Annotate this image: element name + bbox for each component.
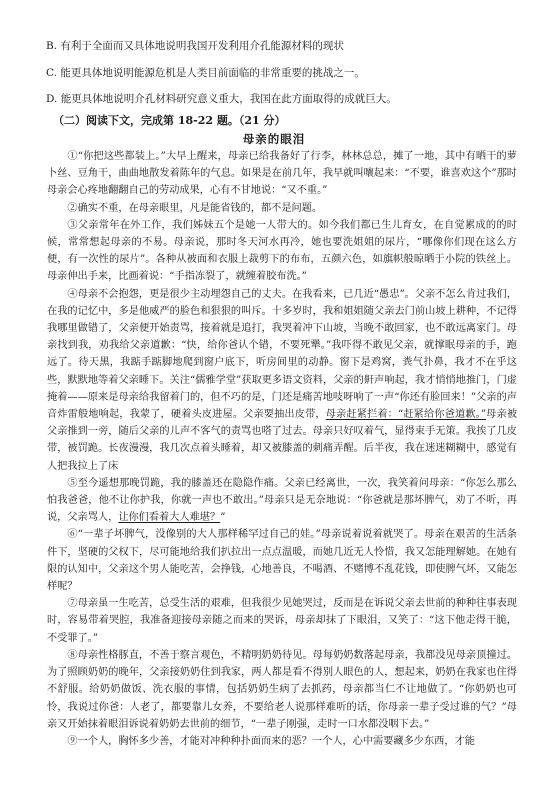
paragraph-1: ①“你把这些都装上。”大早上醒来，母亲已给我备好了行李，林林总总，摊了一地，其中有晒干的萝卜丝、豆角干，曲曲地散发着陈年的气息。如果是在前几年，我早就叫嚷起来：“不要，谁喜欢这个”那时母亲会心疼地翻翻自己的劳动成果，心有不甘地说：“又不重。” bbox=[47, 151, 517, 197]
underlined-sentence-2: 让你们看着大人难堪？ bbox=[118, 512, 221, 524]
option-d: D. 能更具体地说明介孔材料研究意义重大，我国在此方面取得的成就巨大。 bbox=[46, 93, 397, 105]
paragraph-5 bbox=[47, 475, 517, 527]
paragraph-2: ②确实不重，在母亲眼里，凡是能省钱的，都不是问题。 bbox=[67, 202, 323, 214]
paragraph-6: ⑥“一辈子坏脾气，没像别的大人那样稀罕过自己的娃。”母亲说着说着就哭了。母亲在艰苦的生活条件下，坚硬的父权下，尽可能地给我们扒拉出一点点温暖，而她几近无人怜惜，我又怎能理解她。在她有限的认知中，父亲这个男人能吃苦，会挣钱，心地善良，不喝酒、不赌博不乱花钱，即使脾气坏，又能怎样呢？ bbox=[47, 529, 517, 593]
paragraph-9: ⑨一个人，胸怀多少善，才能对冲种种扑面而来的恶？一个人，心中需要藏多少东西，才能 bbox=[67, 735, 475, 747]
article-title: 母亲的眼泪 bbox=[242, 132, 306, 146]
option-b: B. 有利于全面而又具体地说明我国开发利用介孔能源材料的现状 bbox=[46, 40, 344, 52]
paragraph-3: ③父亲常年在外工作，我们姊妹五个是她一人带大的。如今我们都已生儿育女，在自觉累成的的时候，常常想起母亲的不易。母亲说，那时冬天河水再冷，她也要洗姐姐的尿片，“哪像你们现在这么方便，有一次性的尿片”。各种从被面和衣服上裁剪下的布布，五颜六色，如旗帜般晾晒于小院的铁丝上。母亲伸出手来，比画着说：“手指冻裂了，就缠着胶布洗。” bbox=[47, 219, 517, 283]
paragraph-7: ⑦母亲虽一生吃苦，总受生活的艰难，但我很少见她哭过，反而是在诉说父亲去世前的种种往事表现时，容易带着哭腔，我准备迎接母亲随之而来的哭诉，母亲却抹了下眼泪，又笑了：“这下他走得干脆，不受罪了。” bbox=[47, 598, 517, 644]
paragraph-4-part-2: 母亲被父亲推到一旁，随后父亲的儿声不客气的责骂也嗒了过去。母亲只好叹着气，显得束手无策。我挨了几皮带，被罚跪。长夜漫漫，我几次点着头睡着，却又被膝盖的刺痛弄醒。后半夜，我在迷迷糊糊中，感觉有人把我拉上了床 bbox=[47, 409, 518, 472]
section-heading: （二）阅读下文，完成第 18-22 题。（21 分） bbox=[53, 114, 286, 127]
paragraph-4 bbox=[47, 286, 517, 475]
article-body bbox=[47, 148, 517, 750]
paragraph-4-part-1: ④母亲不会抱怨，更是很少主动埋怨自己的丈夫。在我看来，已几近“愚忠”。父亲不怎么肯过我们，在我的记忆中，多是他威严的脸色和狠狠的叫斥。十多岁时，我和姐姐随父亲去门前山坡上耕种，不记得我哪里做错了，父亲便开始责骂，接着就是追打，我哭着冲下山坡，当晚不敢回家，也不敢远离家门。母亲找到我，劝我给父亲道歉：“快，给你爸认个错，不要死犟。”我吓得不敢见父亲，就撑眠母亲的手，跑远了。待天黑，我踮手踮脚地爬到窗户底下，听房间里的动静。窗下是鸡窝，粪气扑鼻，我才不在乎这些，默默地等着父亲睡下。关注“儒雅学堂”获取更多语文资料，父亲的鼾声响起，我才悄悄地推门，门虚掩着——原来是母亲给我留着门的，但不巧的是，门还是痛苦地吱呀响了一声“你还有脸回来！”父亲的声音炸雷般地响起，我蒙了，硬着头皮进屋。父亲要抽出皮带， bbox=[47, 288, 517, 421]
paragraph-8: ⑧母亲性格豚直，不善于察言观色，不精明奶奶待见。母每奶奶数落起母亲，我都没见母亲顶撞过。为了照顾奶奶的晚年，父亲接奶奶住到我家，两人都是看不得别人眼色的人，想起来，奶奶在我家也住得不舒服。给奶奶做饭、洗衣服的事情，包括奶奶生病了去抓药，母亲都当仁不让地做了。“你奶奶也可怜，我说过你爸：人老了，都要靠儿女养，不要给老人说那样难听的话，你母亲一辈子受过谁的气？”母亲又开始抹着眼泪诉说着奶奶去世前的细节，“一辈子刚强，走时一口水都没咽下去。” bbox=[47, 649, 517, 730]
option-c: C. 能更具体地说明能源危机是人类目前面临的非常重要的挑战之一。 bbox=[46, 67, 365, 79]
paragraph-5-part-2: ” bbox=[220, 512, 226, 524]
underlined-sentence-1: 母亲赶紧拦着：“赶紧给你爸道歉。” bbox=[325, 409, 487, 421]
paragraph-5-part-1: ⑤至今遥想那晚罚跪，我的膝盖还在隐隐作痛。父亲已经离世，一次，我笑着问母亲：“你怎么那么怕我爸爸，他不让你护我，你就一声也不敢出。”母亲只是无奈地说：“你爸就是那坏脾气，劝了不听，再说，父亲骂人， bbox=[47, 477, 517, 524]
